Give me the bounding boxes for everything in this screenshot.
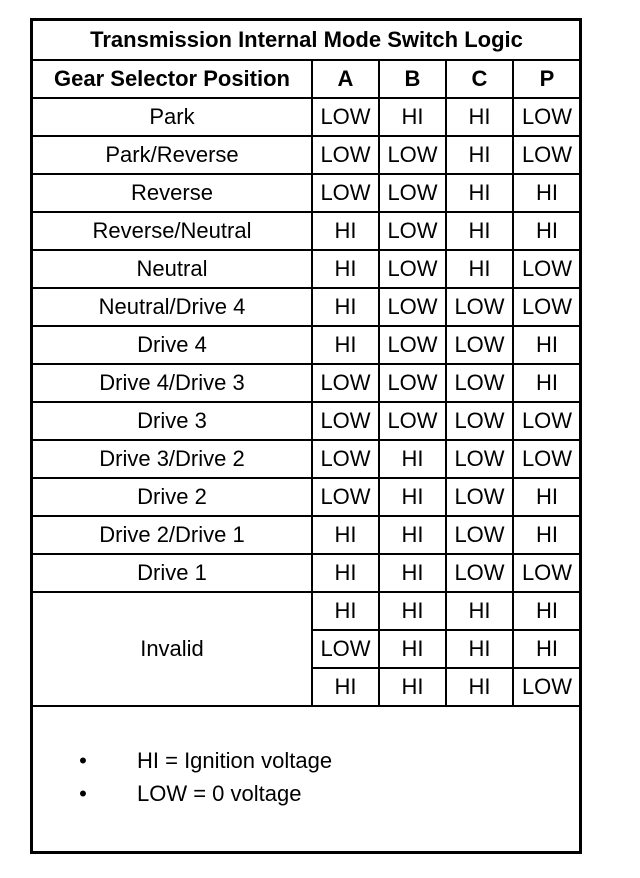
switch-p-value-cell: HI bbox=[513, 212, 580, 250]
table-row bbox=[33, 554, 580, 592]
switch-p-value-cell: HI bbox=[513, 364, 580, 402]
legend-text-low: LOW = 0 voltage bbox=[137, 780, 302, 806]
table-row bbox=[33, 440, 580, 478]
switch-p-value-cell: LOW bbox=[513, 402, 580, 440]
table-body bbox=[33, 98, 580, 706]
legend bbox=[33, 734, 579, 851]
column-header-p: P bbox=[513, 60, 580, 98]
switch-c-value-cell: HI bbox=[446, 174, 513, 212]
switch-p-value-cell: HI bbox=[513, 516, 580, 554]
gear-position-cell: Drive 4 bbox=[33, 326, 312, 364]
switch-c-value-cell: HI bbox=[446, 592, 513, 630]
switch-b-value-cell: HI bbox=[379, 630, 446, 668]
gear-position-cell: Drive 2 bbox=[33, 478, 312, 516]
switch-a-value-cell: LOW bbox=[312, 136, 379, 174]
switch-b-value-cell: LOW bbox=[379, 250, 446, 288]
switch-a-value-cell: HI bbox=[312, 326, 379, 364]
switch-p-value-cell: HI bbox=[513, 478, 580, 516]
switch-b-value-cell: LOW bbox=[379, 402, 446, 440]
logic-table-frame bbox=[30, 18, 582, 854]
legend-item-hi bbox=[33, 744, 579, 777]
table-row bbox=[33, 364, 580, 402]
switch-p-value-cell: HI bbox=[513, 630, 580, 668]
table-row bbox=[33, 326, 580, 364]
gear-position-cell: Drive 4/Drive 3 bbox=[33, 364, 312, 402]
switch-a-value-cell: LOW bbox=[312, 174, 379, 212]
switch-p-value-cell: LOW bbox=[513, 554, 580, 592]
table-row bbox=[33, 98, 580, 136]
switch-b-value-cell: LOW bbox=[379, 364, 446, 402]
switch-c-value-cell: HI bbox=[446, 630, 513, 668]
gear-position-cell: Drive 2/Drive 1 bbox=[33, 516, 312, 554]
table-row bbox=[33, 174, 580, 212]
switch-a-value-cell: LOW bbox=[312, 402, 379, 440]
switch-p-value-cell: HI bbox=[513, 592, 580, 630]
switch-p-value-cell: LOW bbox=[513, 250, 580, 288]
switch-p-value-cell: HI bbox=[513, 174, 580, 212]
switch-c-value-cell: LOW bbox=[446, 288, 513, 326]
switch-c-value-cell: LOW bbox=[446, 554, 513, 592]
gear-position-cell: Park bbox=[33, 98, 312, 136]
switch-c-value-cell: HI bbox=[446, 212, 513, 250]
switch-b-value-cell: LOW bbox=[379, 136, 446, 174]
switch-a-value-cell: LOW bbox=[312, 440, 379, 478]
switch-a-value-cell: HI bbox=[312, 516, 379, 554]
switch-a-value-cell: HI bbox=[312, 212, 379, 250]
switch-b-value-cell: LOW bbox=[379, 326, 446, 364]
switch-a-value-cell: HI bbox=[312, 288, 379, 326]
switch-a-value-cell: LOW bbox=[312, 98, 379, 136]
switch-c-value-cell: HI bbox=[446, 136, 513, 174]
gear-position-cell: Park/Reverse bbox=[33, 136, 312, 174]
switch-p-value-cell: HI bbox=[513, 326, 580, 364]
table-row bbox=[33, 402, 580, 440]
column-header-a: A bbox=[312, 60, 379, 98]
bullet-icon: • bbox=[79, 747, 87, 773]
table-row bbox=[33, 288, 580, 326]
table-row bbox=[33, 516, 580, 554]
switch-c-value-cell: LOW bbox=[446, 364, 513, 402]
column-header-b: B bbox=[379, 60, 446, 98]
table-row bbox=[33, 136, 580, 174]
column-header-c: C bbox=[446, 60, 513, 98]
gear-position-cell: Drive 3/Drive 2 bbox=[33, 440, 312, 478]
table-row-invalid bbox=[33, 592, 580, 630]
switch-a-value-cell: HI bbox=[312, 250, 379, 288]
switch-a-value-cell: HI bbox=[312, 668, 379, 706]
switch-c-value-cell: LOW bbox=[446, 478, 513, 516]
switch-b-value-cell: LOW bbox=[379, 174, 446, 212]
table-row bbox=[33, 478, 580, 516]
switch-a-value-cell: LOW bbox=[312, 478, 379, 516]
switch-b-value-cell: HI bbox=[379, 478, 446, 516]
gear-position-cell: Neutral/Drive 4 bbox=[33, 288, 312, 326]
switch-p-value-cell: LOW bbox=[513, 668, 580, 706]
gear-position-cell: Drive 1 bbox=[33, 554, 312, 592]
switch-c-value-cell: LOW bbox=[446, 440, 513, 478]
switch-p-value-cell: LOW bbox=[513, 98, 580, 136]
gear-position-cell: Neutral bbox=[33, 250, 312, 288]
table-row bbox=[33, 250, 580, 288]
switch-b-value-cell: HI bbox=[379, 98, 446, 136]
switch-c-value-cell: LOW bbox=[446, 326, 513, 364]
gear-position-cell: Reverse/Neutral bbox=[33, 212, 312, 250]
switch-p-value-cell: LOW bbox=[513, 440, 580, 478]
switch-b-value-cell: HI bbox=[379, 516, 446, 554]
switch-c-value-cell: LOW bbox=[446, 402, 513, 440]
switch-b-value-cell: LOW bbox=[379, 212, 446, 250]
column-header-position: Gear Selector Position bbox=[33, 60, 312, 98]
switch-a-value-cell: LOW bbox=[312, 364, 379, 402]
switch-c-value-cell: HI bbox=[446, 668, 513, 706]
switch-b-value-cell: LOW bbox=[379, 288, 446, 326]
gear-position-cell: Drive 3 bbox=[33, 402, 312, 440]
gear-position-cell: Reverse bbox=[33, 174, 312, 212]
legend-item-low bbox=[33, 777, 579, 810]
invalid-label-cell: Invalid bbox=[33, 592, 312, 706]
bullet-icon: • bbox=[79, 780, 87, 806]
switch-a-value-cell: HI bbox=[312, 592, 379, 630]
switch-b-value-cell: HI bbox=[379, 440, 446, 478]
switch-p-value-cell: LOW bbox=[513, 288, 580, 326]
switch-b-value-cell: HI bbox=[379, 668, 446, 706]
legend-text-hi: HI = Ignition voltage bbox=[137, 747, 333, 773]
switch-b-value-cell: HI bbox=[379, 554, 446, 592]
switch-c-value-cell: HI bbox=[446, 250, 513, 288]
switch-b-value-cell: HI bbox=[379, 592, 446, 630]
switch-c-value-cell: LOW bbox=[446, 516, 513, 554]
switch-a-value-cell: HI bbox=[312, 554, 379, 592]
table-row bbox=[33, 212, 580, 250]
table-title: Transmission Internal Mode Switch Logic bbox=[33, 21, 580, 60]
mode-switch-logic-table bbox=[33, 21, 580, 707]
switch-c-value-cell: HI bbox=[446, 98, 513, 136]
switch-a-value-cell: LOW bbox=[312, 630, 379, 668]
switch-p-value-cell: LOW bbox=[513, 136, 580, 174]
